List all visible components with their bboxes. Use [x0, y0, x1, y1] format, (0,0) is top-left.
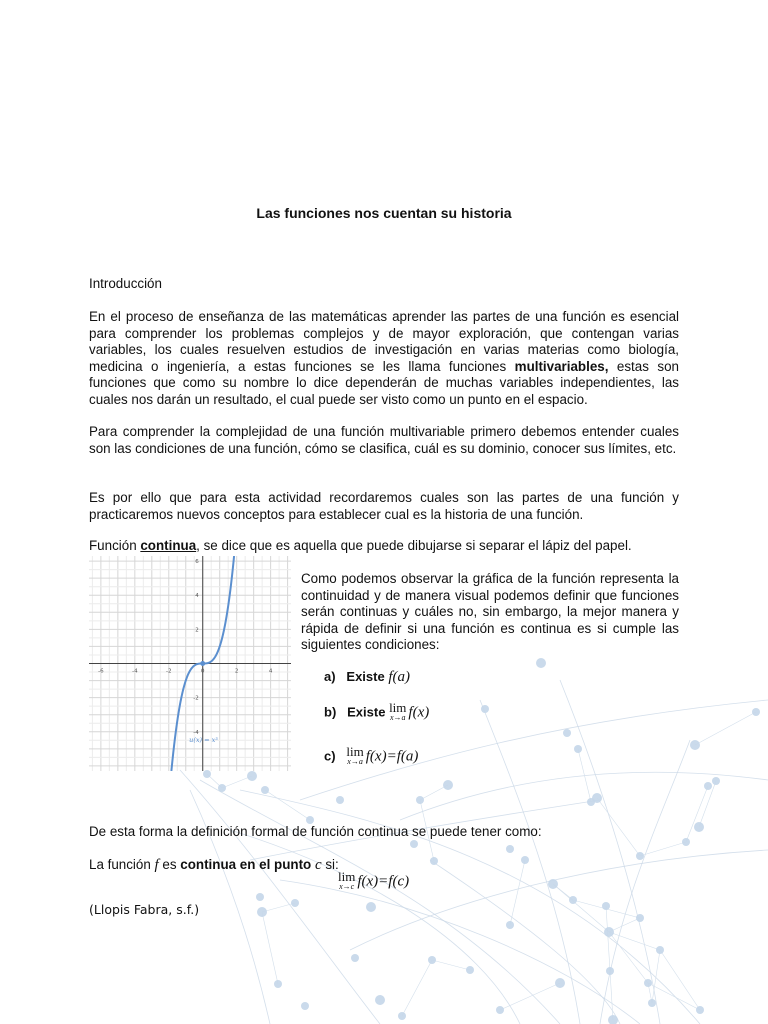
- condition-b-lim: lim: [389, 700, 407, 715]
- p6-mid: es: [158, 857, 181, 872]
- network-node: [694, 822, 704, 832]
- intro-heading: Introducción: [89, 276, 162, 291]
- network-link: [606, 906, 610, 971]
- network-node: [648, 999, 656, 1007]
- x-tick-label: -2: [166, 668, 172, 675]
- network-node: [481, 705, 489, 713]
- network-link: [553, 884, 609, 932]
- citation: (Llopis Fabra, s.f.): [89, 902, 200, 917]
- network-link: [432, 960, 470, 970]
- final-lim: lim: [338, 869, 356, 884]
- condition-c-marker: c): [324, 748, 336, 764]
- y-tick-label: 4: [195, 593, 199, 600]
- network-line: [280, 880, 640, 1024]
- condition-c-limit: [346, 744, 364, 767]
- network-node: [218, 784, 226, 792]
- network-link: [402, 960, 432, 1016]
- network-node: [569, 896, 577, 904]
- network-node: [247, 771, 257, 781]
- network-node: [555, 978, 565, 988]
- network-node: [574, 745, 582, 753]
- network-link: [640, 842, 686, 856]
- final-expr: f(x)=f(c): [357, 873, 410, 890]
- p1-bold: multivariables,: [514, 358, 609, 374]
- p1-text-after: estas son funciones que como su nombre lo dice dependerán de muchas variables independientes, las cuales nos darán un resultado, el cual puede ser visto como un punto en el espacio.: [89, 358, 679, 407]
- network-node: [351, 954, 359, 962]
- network-line: [200, 780, 560, 1024]
- network-link: [262, 903, 295, 912]
- final-limit: [338, 869, 356, 892]
- network-link: [262, 912, 278, 984]
- network-link: [609, 932, 660, 950]
- network-link: [652, 950, 660, 1003]
- network-link: [609, 918, 640, 932]
- network-node: [587, 798, 595, 806]
- network-node: [712, 777, 720, 785]
- paragraph-graph-explanation: Como podemos observar la gráfica de la función representa la continuidad y de manera visual podemos definir que funciones serán continuas y cuáles no, sin embargo, la mejor manera y rápida de definir si una función es continua es si cumple las siguientes condiciones:: [301, 571, 679, 652]
- network-link: [609, 932, 648, 983]
- y-tick-label: 6: [195, 559, 199, 566]
- network-node: [606, 967, 614, 975]
- network-node: [375, 995, 385, 1005]
- p4-text: Función: [89, 538, 141, 553]
- network-link: [695, 712, 756, 745]
- network-link: [686, 786, 708, 842]
- final-sub: x→c: [339, 882, 355, 891]
- condition-c-sub: x→a: [347, 757, 363, 766]
- network-node: [416, 796, 424, 804]
- network-link: [610, 971, 613, 1020]
- network-node: [536, 658, 546, 668]
- condition-a-expr: f(a): [388, 669, 411, 685]
- function-label: u(x) = x³: [189, 735, 218, 744]
- network-node: [608, 1015, 618, 1024]
- condition-b-sub: x→a: [389, 713, 406, 722]
- cubic-function-graph: [89, 556, 291, 771]
- network-node: [602, 902, 610, 910]
- network-node: [410, 840, 418, 848]
- network-node: [256, 893, 264, 901]
- p6-c: c: [314, 857, 322, 873]
- condition-c-lim: lim: [346, 744, 364, 759]
- network-node: [563, 729, 571, 737]
- p4-bold: continua: [140, 538, 197, 553]
- condition-a-word: Existe: [346, 669, 385, 684]
- condition-a: [324, 669, 410, 686]
- p6-bold: continua en el punto: [180, 857, 312, 872]
- x-tick-label: -6: [98, 668, 104, 675]
- y-tick-label: -2: [193, 695, 199, 702]
- network-node: [506, 845, 514, 853]
- condition-b-expr: f(x): [408, 704, 430, 721]
- network-link: [265, 790, 310, 820]
- paragraph-formal-definition: De esta forma la definición formal de función continua se puede tener como:: [89, 824, 542, 839]
- network-node: [496, 1006, 504, 1014]
- paragraph-complexity: Para comprender la complejidad de una función multivariable primero debemos entender cuales son las condiciones de una función, cómo se clasifica, cuál es su dominio, conocer sus límites, etc.: [89, 424, 679, 456]
- network-node: [696, 1006, 704, 1014]
- network-node: [398, 1012, 406, 1020]
- x-tick-label: 2: [234, 668, 239, 675]
- network-node: [682, 838, 690, 846]
- network-node: [704, 782, 712, 790]
- network-node: [306, 816, 314, 824]
- x-tick-label: 4: [268, 668, 273, 675]
- network-node: [752, 708, 760, 716]
- network-link: [660, 950, 700, 1010]
- network-node: [690, 740, 700, 750]
- y-tick-label: -4: [193, 729, 199, 736]
- network-line: [430, 860, 620, 1024]
- network-node: [506, 921, 514, 929]
- network-node: [257, 907, 267, 917]
- network-node: [443, 780, 453, 790]
- p6-after: si:: [321, 857, 339, 872]
- condition-c-expr: f(x)=f(a): [365, 748, 419, 765]
- condition-a-marker: a): [324, 669, 336, 684]
- network-node: [301, 1002, 309, 1010]
- paragraph-intro: [89, 309, 679, 408]
- p1-text: En el proceso de enseñanza de las matemáticas aprender las partes de una función es esencial para comprender los problemas complejos y de mayor exploración, que contengan varias variables, los cuales resuelven estudios de investigación en varias materias como biología, medicina o ingeniería, a estas funciones se les llama funciones: [89, 309, 679, 374]
- network-node: [261, 786, 269, 794]
- network-node: [466, 966, 474, 974]
- p6-text: La función: [89, 857, 155, 872]
- condition-b-limit: [389, 700, 407, 723]
- x-tick-label: 0: [200, 668, 205, 675]
- x-tick-label: -4: [132, 668, 138, 675]
- network-link: [648, 983, 700, 1010]
- p6-f: f: [154, 857, 159, 873]
- condition-b-marker: b): [324, 704, 337, 720]
- condition-c: [324, 744, 419, 767]
- network-node: [656, 946, 664, 954]
- origin-point: [200, 661, 205, 666]
- network-node: [291, 899, 299, 907]
- network-node: [548, 879, 558, 889]
- network-node: [203, 770, 211, 778]
- y-tick-label: 2: [195, 627, 199, 634]
- network-node: [644, 979, 652, 987]
- network-link: [500, 983, 560, 1010]
- final-formula: [338, 869, 410, 892]
- condition-b: [324, 700, 430, 723]
- network-node: [428, 956, 436, 964]
- network-node: [636, 914, 644, 922]
- network-node: [336, 796, 344, 804]
- paragraph-activity: Es por ello que para esta actividad recordaremos cuales son las partes de una función y practicaremos nuevos conceptos para establecer cual es la historia de una función.: [89, 490, 679, 522]
- condition-b-word: Existe: [347, 704, 386, 720]
- network-node: [366, 902, 376, 912]
- network-node: [604, 927, 614, 937]
- p4-text-after: , se dice que es aquella que puede dibujarse si separar el lápiz del papel.: [196, 538, 632, 553]
- paragraph-continuous-def: [89, 538, 679, 555]
- page-title: Las funciones nos cuentan su historia: [256, 205, 512, 221]
- network-node: [274, 980, 282, 988]
